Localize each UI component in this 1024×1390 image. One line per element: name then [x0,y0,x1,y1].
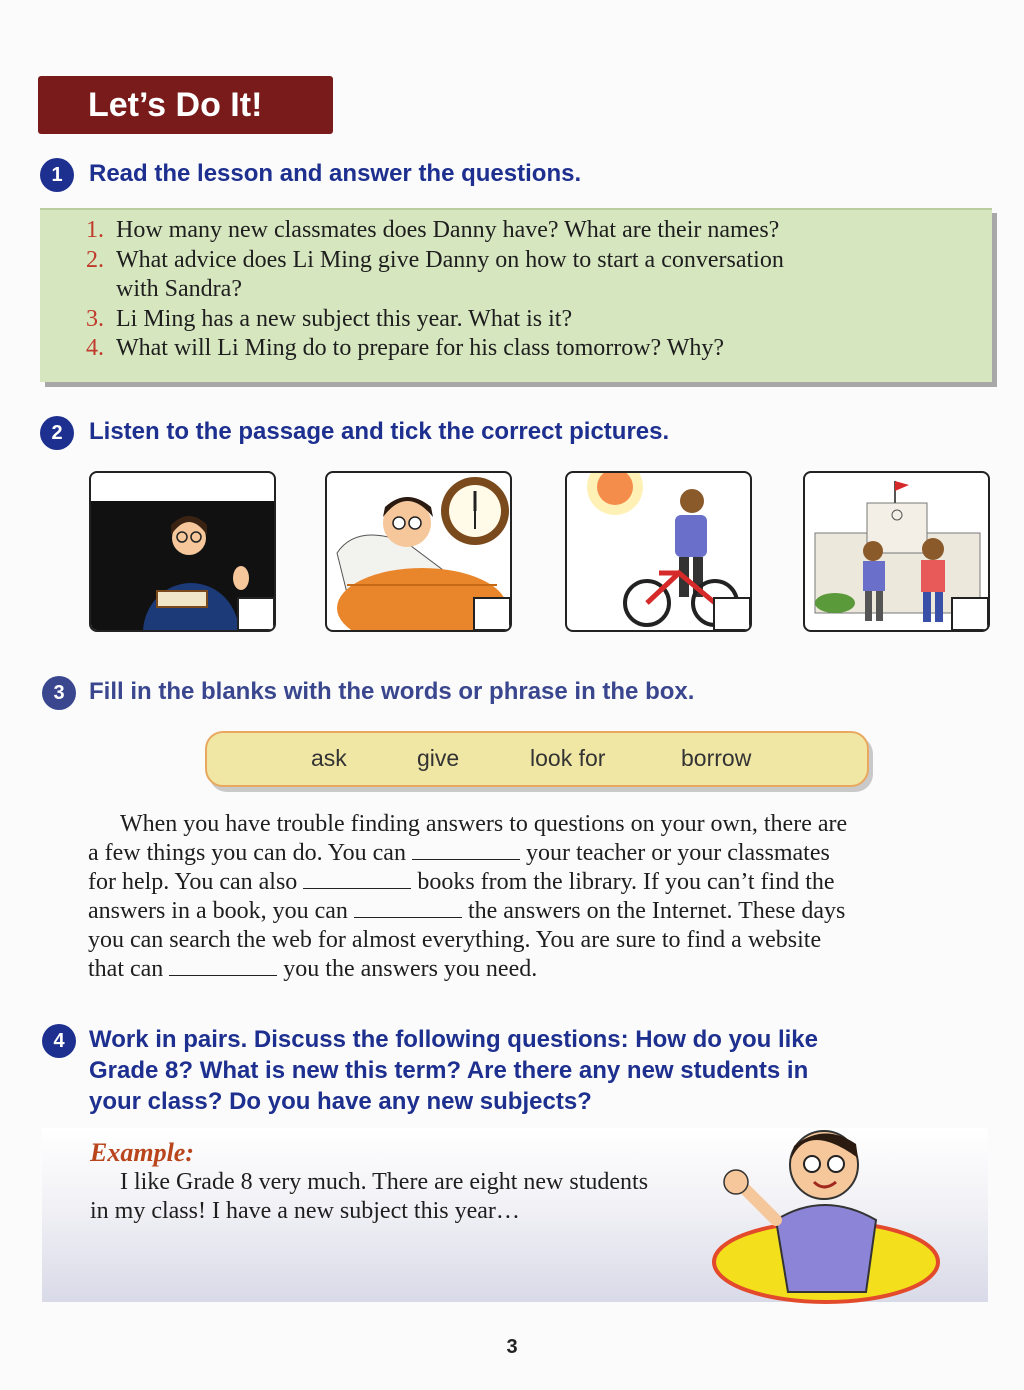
fill-in-passage [88,810,978,984]
blank-1[interactable] [412,841,520,860]
page-number: 3 [506,1336,518,1358]
word-option: ask [311,745,347,771]
boy-riding-bike-picture [565,471,752,632]
question-item-continuation: with Sandra? [116,276,242,302]
section-2-number: 2 [40,416,74,450]
section-3-heading: Fill in the blanks with the words or phrase in the box. [89,678,695,705]
passage-line: a few things you can do. You can your teacher or your classmates [88,840,830,866]
section-4-number: 4 [42,1024,76,1058]
questions-list [86,216,966,364]
passage-line: that can you the answers you need. [88,956,538,982]
section-banner: Let’s Do It! [38,76,333,134]
word-box [205,731,869,787]
teacher-reading-picture [89,471,276,632]
blank-3[interactable] [354,899,462,918]
section-4-heading: Work in pairs. Discuss the following questions: How do you like Grade 8? What is new this term? Are there any new students in your class? Do you have any new subjects? [89,1026,818,1115]
tick-box[interactable] [713,597,751,631]
example-text: I like Grade 8 very much. There are eight new students in my class! I have a new subject this year… [90,1169,649,1224]
tick-box[interactable] [473,597,511,631]
question-item: 4. What will Li Ming do to prepare for his class tomorrow? Why? [86,335,725,361]
example-label: Example: [90,1138,194,1167]
boy-waving-illustration [706,1120,946,1305]
blank-2[interactable] [303,870,411,889]
section-3-number: 3 [42,676,76,710]
passage-line: you can search the web for almost everything. You are sure to find a website [88,927,822,953]
section-1-number: 1 [40,158,74,192]
section-1-heading: Read the lesson and answer the questions. [89,160,582,187]
boys-at-school-picture [803,471,990,632]
blank-4[interactable] [169,957,277,976]
question-item: 2. What advice does Li Ming give Danny on how to start a conversation [86,246,784,273]
word-option: look for [530,745,606,771]
passage-line: answers in a book, you can the answers on the Internet. These days [88,898,846,924]
word-option: give [417,745,460,771]
passage-line: When you have trouble finding answers to questions on your own, there are [120,811,848,837]
boy-in-bed-clock-picture [325,471,512,632]
tick-box[interactable] [237,597,275,631]
passage-line: for help. You can also books from the library. If you can’t find the [88,869,835,895]
section-2-heading: Listen to the passage and tick the correct pictures. [89,418,670,445]
tick-box[interactable] [951,597,989,631]
question-item: 3. Li Ming has a new subject this year. What is it? [86,305,573,332]
word-option: borrow [681,745,752,771]
question-item: 1. How many new classmates does Danny have? What are their names? [86,217,780,243]
